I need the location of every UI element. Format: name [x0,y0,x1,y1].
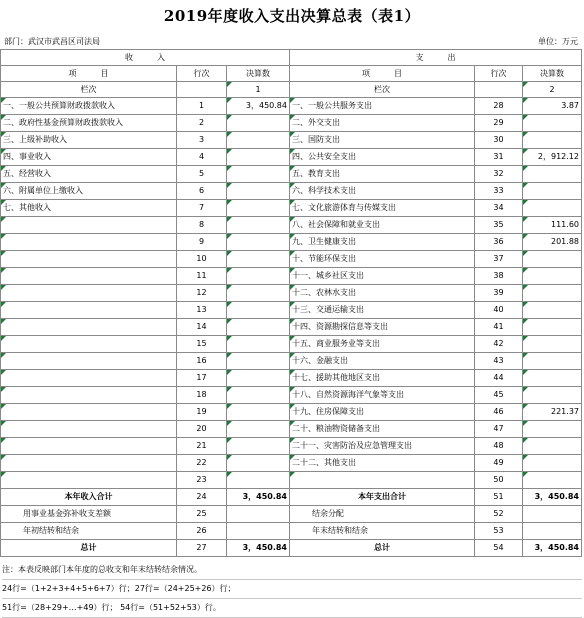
expense-amount-header: 决算数 [523,66,582,82]
income-row-number: 18 [177,387,227,404]
income-summary-row-number: 26 [177,523,227,540]
expense-summary-amount [523,523,582,540]
table-row [1,166,582,183]
income-row-number: 7 [177,200,227,217]
income-row-number: 5 [177,166,227,183]
expense-row-number: 41 [475,319,523,336]
income-row-number: 1 [177,98,227,115]
expense-item: 十、节能环保支出 [290,251,475,268]
expense-amount [523,268,582,285]
table-row [1,472,582,489]
summary-row [1,506,582,523]
expense-amount: 111.60 [523,217,582,234]
income-item [1,404,177,421]
unit-label: 单位：万元 [538,37,578,46]
expense-item: 一、一般公共服务支出 [290,98,475,115]
income-item [1,251,177,268]
income-amount: 3，450.84 [227,98,290,115]
income-summary-item: 本年收入合计 [1,489,177,506]
summary-row [1,540,582,557]
income-row-number: 17 [177,370,227,387]
income-item [1,234,177,251]
income-amount [227,251,290,268]
expense-summary-item: 年末结转和结余 [290,523,475,540]
income-row-number: 19 [177,404,227,421]
expense-summary-amount: 3，450.84 [523,489,582,506]
expense-item: 十六、金融支出 [290,353,475,370]
income-amount [227,319,290,336]
expense-amount [523,336,582,353]
expense-amount [523,166,582,183]
income-row-number: 9 [177,234,227,251]
table-row [1,183,582,200]
expense-item: 六、科学技术支出 [290,183,475,200]
expense-item: 八、社会保障和就业支出 [290,217,475,234]
table-row [1,370,582,387]
expense-item: 七、文化旅游体育与传媒支出 [290,200,475,217]
expense-amount [523,353,582,370]
note-line: 24行=（1+2+3+4+5+6+7）行；27行=（24+25+26）行； [2,580,582,599]
expense-row-number: 30 [475,132,523,149]
income-summary-item: 年初结转和结余 [1,523,177,540]
expense-summary-amount [523,506,582,523]
income-item [1,217,177,234]
table-row [1,268,582,285]
income-item [1,302,177,319]
expense-item: 十四、资源勘探信息等支出 [290,319,475,336]
income-row-number: 13 [177,302,227,319]
expense-row-number: 29 [475,115,523,132]
expense-item [290,472,475,489]
expense-row-number: 39 [475,285,523,302]
expense-row-number: 43 [475,353,523,370]
income-amount [227,183,290,200]
table-row [1,353,582,370]
table-row [1,455,582,472]
income-amount [227,234,290,251]
income-item: 三、上级补助收入 [1,132,177,149]
income-row-number: 20 [177,421,227,438]
income-item [1,336,177,353]
table-row [1,132,582,149]
expense-item: 十五、商业服务业等支出 [290,336,475,353]
income-amount [227,268,290,285]
expense-row-number: 38 [475,268,523,285]
expense-row-number: 32 [475,166,523,183]
expense-item-header: 项 目 [290,66,475,82]
income-item: 一、一般公共预算财政拨款收入 [1,98,177,115]
expense-amount [523,438,582,455]
expense-amount: 2，912.12 [523,149,582,166]
income-amount [227,302,290,319]
expense-item: 十八、自然资源海洋气象等支出 [290,387,475,404]
income-summary-item: 用事业基金弥补收支差额 [1,506,177,523]
income-amount [227,404,290,421]
income-item [1,285,177,302]
income-row-number: 4 [177,149,227,166]
expense-item: 九、卫生健康支出 [290,234,475,251]
income-col-index: 1 [227,82,290,98]
income-item [1,370,177,387]
expense-row-number: 37 [475,251,523,268]
income-amount-header: 决算数 [227,66,290,82]
expense-row-number: 44 [475,370,523,387]
income-amount [227,285,290,302]
income-row-number: 22 [177,455,227,472]
expense-summary-item: 本年支出合计 [290,489,475,506]
expense-item: 十三、交通运输支出 [290,302,475,319]
income-amount [227,387,290,404]
income-amount [227,472,290,489]
income-item-header: 项 目 [1,66,177,82]
expense-col-label: 栏次 [290,82,475,98]
budget-table [0,49,582,557]
income-row-number: 3 [177,132,227,149]
income-summary-row-number: 27 [177,540,227,557]
expense-amount [523,319,582,336]
expense-col-empty [475,82,523,98]
expense-summary-item: 总计 [290,540,475,557]
expense-col-index: 2 [523,82,582,98]
expense-row-number: 35 [475,217,523,234]
expense-summary-row-number: 51 [475,489,523,506]
income-summary-row-number: 24 [177,489,227,506]
income-item: 二、政府性基金预算财政拨款收入 [1,115,177,132]
table-row [1,336,582,353]
expense-amount [523,387,582,404]
expense-row-number: 49 [475,455,523,472]
expense-amount: 201.88 [523,234,582,251]
income-section-header: 收 入 [1,50,290,66]
expense-amount [523,132,582,149]
expense-amount [523,251,582,268]
report-title: 2019年度收入支出决算总表（表1） [163,7,421,25]
expense-row-number: 40 [475,302,523,319]
income-item [1,387,177,404]
table-row [1,217,582,234]
expense-summary-row-number: 52 [475,506,523,523]
income-item [1,268,177,285]
expense-amount [523,472,582,489]
expense-row-number: 28 [475,98,523,115]
note-line: 51行=（28+29+…+49）行； 54行=（51+52+53）行。 [2,599,582,618]
expense-row-number: 45 [475,387,523,404]
income-row-number: 10 [177,251,227,268]
expense-row-number: 47 [475,421,523,438]
income-amount [227,166,290,183]
income-row-number: 2 [177,115,227,132]
expense-summary-item: 结余分配 [290,506,475,523]
table-row [1,200,582,217]
income-row-number: 21 [177,438,227,455]
income-item [1,421,177,438]
expense-item: 二十、粮油物资储备支出 [290,421,475,438]
expense-item: 五、教育支出 [290,166,475,183]
expense-item: 二、外交支出 [290,115,475,132]
income-item: 六、附属单位上缴收入 [1,183,177,200]
income-row-number: 6 [177,183,227,200]
income-item: 七、其他收入 [1,200,177,217]
expense-amount [523,370,582,387]
expense-row-number: 50 [475,472,523,489]
expense-summary-row-number: 54 [475,540,523,557]
income-item [1,319,177,336]
income-item [1,353,177,370]
income-amount [227,149,290,166]
expense-item: 十一、城乡社区支出 [290,268,475,285]
section-header-row [1,50,582,66]
income-amount [227,217,290,234]
income-summary-row-number: 25 [177,506,227,523]
expense-row-number: 46 [475,404,523,421]
table-row [1,319,582,336]
table-row [1,251,582,268]
column-index-row [1,82,582,98]
income-col-empty [177,82,227,98]
expense-row-number: 34 [475,200,523,217]
expense-item: 十七、援助其他地区支出 [290,370,475,387]
notes [2,561,582,618]
income-row-number: 15 [177,336,227,353]
income-row-number: 11 [177,268,227,285]
income-summary-amount: 3，450.84 [227,540,290,557]
income-item: 四、事业收入 [1,149,177,166]
table-row [1,387,582,404]
expense-amount [523,421,582,438]
income-amount [227,353,290,370]
expense-amount [523,183,582,200]
table-row [1,115,582,132]
expense-amount [523,285,582,302]
expense-item: 二十一、灾害防治及应急管理支出 [290,438,475,455]
summary-row [1,523,582,540]
expense-amount: 3.87 [523,98,582,115]
expense-amount [523,455,582,472]
income-row-number: 14 [177,319,227,336]
table-row [1,98,582,115]
expense-item: 十九、住房保障支出 [290,404,475,421]
table-row [1,302,582,319]
income-amount [227,336,290,353]
note-line: 注：本表反映部门本年度的总收支和年末结转结余情况。 [2,561,582,580]
income-item [1,472,177,489]
income-row-number: 12 [177,285,227,302]
income-summary-amount [227,523,290,540]
table-row [1,404,582,421]
expense-amount [523,302,582,319]
income-row-header: 行次 [177,66,227,82]
table-row [1,149,582,166]
expense-row-header: 行次 [475,66,523,82]
table-row [1,234,582,251]
expense-summary-amount: 3，450.84 [523,540,582,557]
income-item [1,455,177,472]
expense-row-number: 48 [475,438,523,455]
expense-amount [523,115,582,132]
expense-row-number: 42 [475,336,523,353]
expense-section-header: 支 出 [290,50,582,66]
table-row [1,438,582,455]
expense-item: 四、公共安全支出 [290,149,475,166]
summary-row [1,489,582,506]
column-header-row [1,66,582,82]
income-amount [227,132,290,149]
income-item [1,438,177,455]
expense-item: 二十二、其他支出 [290,455,475,472]
department-label: 部门：武汉市武昌区司法局 [4,37,100,46]
income-row-number: 23 [177,472,227,489]
income-amount [227,421,290,438]
table-body [1,50,582,557]
income-row-number: 16 [177,353,227,370]
income-amount [227,115,290,132]
table-row [1,285,582,302]
income-item: 五、经营收入 [1,166,177,183]
expense-amount [523,200,582,217]
expense-item: 三、国防支出 [290,132,475,149]
income-amount [227,455,290,472]
income-row-number: 8 [177,217,227,234]
income-amount [227,438,290,455]
income-col-label: 栏次 [1,82,177,98]
table-row [1,421,582,438]
expense-row-number: 36 [475,234,523,251]
expense-row-number: 31 [475,149,523,166]
income-summary-item: 总计 [1,540,177,557]
income-amount [227,370,290,387]
expense-row-number: 33 [475,183,523,200]
expense-amount: 221.37 [523,404,582,421]
expense-summary-row-number: 53 [475,523,523,540]
income-amount [227,200,290,217]
expense-item: 十二、农林水支出 [290,285,475,302]
income-summary-amount: 3，450.84 [227,489,290,506]
income-summary-amount [227,506,290,523]
